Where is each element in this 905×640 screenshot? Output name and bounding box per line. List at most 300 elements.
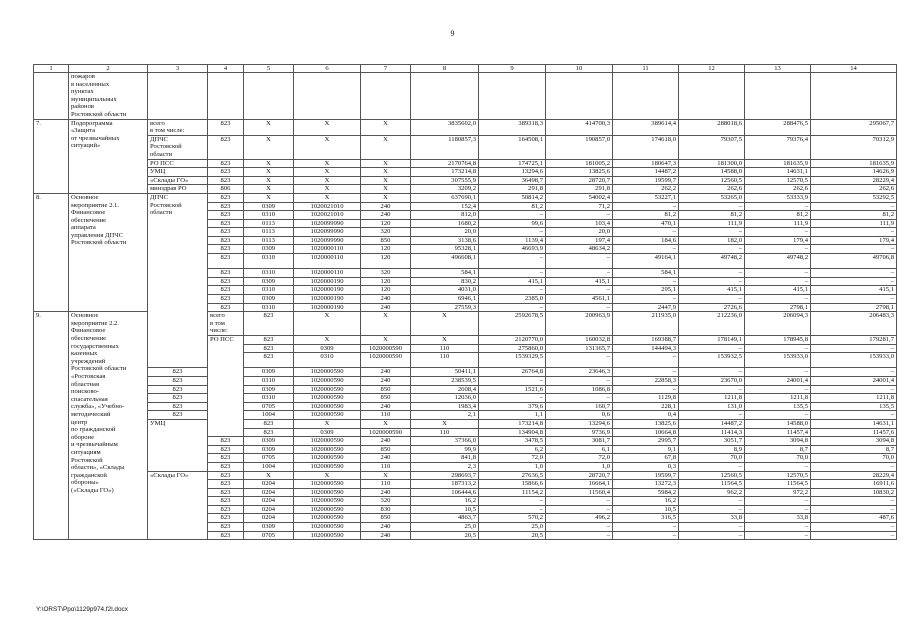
amount-cell: –	[811, 531, 897, 540]
amount-cell: 2798,1	[745, 303, 811, 312]
amount-cell: 20,5	[479, 531, 546, 540]
rzpr-cell: 0310	[244, 254, 294, 269]
amount-cell: 2170764,8	[411, 159, 479, 168]
amount-cell: –	[679, 462, 745, 471]
csr-cell: Х	[294, 471, 361, 480]
grbs-cell: 823	[208, 531, 244, 540]
amount-cell: 27636,5	[479, 471, 546, 480]
csr-cell: 1020000590	[294, 394, 361, 403]
amount-cell: 414700,3	[546, 119, 613, 135]
amount-cell: 24001,4	[745, 376, 811, 385]
empty-cell	[294, 73, 361, 120]
vr-cell: 240	[361, 376, 411, 385]
amount-cell: 415,1	[679, 286, 745, 295]
executor-cell: всего в том числе:	[208, 312, 244, 336]
header-cell: 7	[361, 65, 411, 73]
rzpr-cell: 0310	[244, 286, 294, 295]
rzpr-cell: Х	[244, 119, 294, 135]
grbs-cell: 823	[208, 488, 244, 497]
vr-cell: 240	[361, 488, 411, 497]
grbs-cell: 823	[244, 312, 294, 336]
header-cell: 8	[411, 65, 479, 73]
amount-cell: 49748,2	[745, 254, 811, 269]
amount-cell: –	[679, 505, 745, 514]
amount-cell: 379,6	[479, 402, 546, 411]
amount-cell: 10,5	[613, 505, 679, 514]
amount-cell: 144494,3	[613, 344, 679, 353]
amount-cell: 12570,5	[745, 471, 811, 480]
amount-cell: 15866,6	[479, 480, 546, 489]
amount-cell: 190857,0	[546, 135, 613, 159]
vr-cell: Х	[361, 135, 411, 159]
amount-cell: 10664,8	[613, 428, 679, 437]
amount-cell: 288018,6	[679, 119, 745, 135]
amount-cell: 23670,0	[679, 376, 745, 385]
rzpr-cell: 0309	[244, 368, 294, 377]
csr-cell: 1020000590	[361, 428, 411, 437]
csr-cell: 1020000590	[294, 488, 361, 497]
amount-cell: 16911,6	[811, 480, 897, 489]
vr-cell: 120	[361, 277, 411, 286]
amount-cell: –	[613, 368, 679, 377]
rzpr-cell: Х	[244, 135, 294, 159]
header-cell: 9	[479, 65, 546, 73]
vr-cell: 110	[411, 428, 479, 437]
amount-cell: 184,6	[613, 236, 679, 245]
amount-cell: 14487,2	[679, 419, 745, 428]
amount-cell: 174725,1	[479, 159, 546, 168]
csr-cell: 1020000590	[294, 505, 361, 514]
amount-cell: 131,0	[679, 402, 745, 411]
csr-cell: 1020000590	[294, 497, 361, 506]
amount-cell: 2726,6	[679, 303, 745, 312]
rzpr-cell: 0309	[244, 245, 294, 254]
header-cell: 12	[679, 65, 745, 73]
amount-cell: 1211,8	[811, 394, 897, 403]
vr-cell: 850	[361, 514, 411, 523]
grbs-cell: 823	[148, 411, 208, 420]
vr-cell: Х	[361, 185, 411, 194]
amount-cell: –	[811, 523, 897, 532]
amount-cell: 16664,1	[546, 480, 613, 489]
amount-cell: 584,1	[411, 269, 479, 278]
csr-cell: 1020000590	[294, 368, 361, 377]
amount-cell: –	[745, 505, 811, 514]
amount-cell: 470,1	[613, 219, 679, 228]
amount-cell: 72,0	[546, 454, 613, 463]
csr-cell: 1020000110	[294, 269, 361, 278]
executor-cell: всего в том числе:	[148, 119, 208, 135]
amount-cell: 48634,2	[546, 245, 613, 254]
vr-cell: 850	[361, 385, 411, 394]
vr-cell: 320	[361, 228, 411, 237]
amount-cell: 81,2	[613, 211, 679, 220]
amount-cell: 291,8	[479, 185, 546, 194]
amount-cell: –	[745, 368, 811, 377]
grbs-cell: 823	[208, 245, 244, 254]
grbs-cell: 823	[244, 344, 294, 353]
rzpr-cell: 0310	[294, 353, 361, 368]
amount-cell: –	[479, 254, 546, 269]
amount-cell: 79376,4	[745, 135, 811, 159]
rzpr-cell: Х	[294, 312, 361, 336]
amount-cell: –	[479, 269, 546, 278]
section-number: 9.	[34, 312, 69, 540]
amount-cell: 181635,9	[811, 159, 897, 168]
vr-cell: Х	[361, 193, 411, 202]
amount-cell: –	[745, 411, 811, 420]
amount-cell: –	[811, 295, 897, 304]
amount-cell: 24001,4	[811, 376, 897, 385]
rzpr-cell: Х	[294, 336, 361, 345]
rzpr-cell: 0705	[244, 531, 294, 540]
csr-cell: 1020000190	[294, 303, 361, 312]
amount-cell: 211935,0	[613, 312, 679, 336]
name-cell: пожаров в населенных пунктах муниципальных районов Ростовской области	[69, 73, 148, 120]
grbs-cell: 823	[208, 303, 244, 312]
grbs-cell: 823	[208, 445, 244, 454]
empty-cell	[361, 73, 411, 120]
rzpr-cell: Х	[244, 471, 294, 480]
vr-cell: 830	[361, 505, 411, 514]
amount-cell: –	[811, 344, 897, 353]
csr-cell: 1020021010	[294, 211, 361, 220]
amount-cell: 262,6	[679, 185, 745, 194]
amount-cell: 3835602,0	[411, 119, 479, 135]
amount-cell: 10,5	[411, 505, 479, 514]
table-row	[34, 402, 897, 411]
amount-cell: 6,2	[479, 445, 546, 454]
amount-cell: 972,2	[745, 488, 811, 497]
amount-cell: 178945,8	[745, 336, 811, 345]
amount-cell: 1680,2	[411, 219, 479, 228]
empty-cell	[411, 73, 479, 120]
amount-cell: –	[679, 497, 745, 506]
rzpr-cell: 0705	[244, 402, 294, 411]
grbs-cell: 823	[208, 514, 244, 523]
csr-cell: 1020000590	[294, 480, 361, 489]
amount-cell: 16,2	[411, 497, 479, 506]
executor-cell: РО ПСС	[208, 336, 244, 437]
amount-cell: 8,9	[679, 445, 745, 454]
amount-cell: 13825,6	[546, 168, 613, 177]
csr-cell: Х	[361, 419, 411, 428]
amount-cell: –	[546, 497, 613, 506]
vr-cell: 110	[411, 344, 479, 353]
grbs-cell: 823	[208, 236, 244, 245]
executor-cell: УМЦ	[148, 168, 208, 177]
csr-cell: 1020000590	[294, 462, 361, 471]
csr-cell: Х	[294, 168, 361, 177]
grbs-cell: 823	[208, 202, 244, 211]
table-row	[34, 135, 897, 159]
amount-cell: 181300,0	[679, 159, 745, 168]
amount-cell: 262,2	[613, 185, 679, 194]
amount-cell: –	[479, 394, 546, 403]
vr-cell: 240	[361, 454, 411, 463]
amount-cell: 3051,7	[679, 437, 745, 446]
amount-cell: 103,4	[546, 219, 613, 228]
amount-cell: –	[811, 497, 897, 506]
table-row	[34, 385, 897, 394]
amount-cell: 11457,4	[745, 428, 811, 437]
amount-cell: –	[679, 523, 745, 532]
amount-cell: 50814,2	[479, 193, 546, 202]
amount-cell: –	[811, 228, 897, 237]
amount-cell: 53227,1	[613, 193, 679, 202]
grbs-cell: 823	[148, 402, 208, 411]
amount-cell: 288476,5	[745, 119, 811, 135]
vr-cell: 240	[361, 531, 411, 540]
amount-cell: –	[546, 505, 613, 514]
amount-cell: –	[745, 277, 811, 286]
amount-cell: 570,2	[479, 514, 546, 523]
amount-cell: 13294,6	[546, 419, 613, 428]
amount-cell: 12560,5	[679, 176, 745, 185]
csr-cell: Х	[294, 159, 361, 168]
amount-cell: 9,1	[613, 445, 679, 454]
amount-cell: 20,5	[411, 531, 479, 540]
empty-cell	[208, 73, 244, 120]
table-row	[34, 119, 897, 135]
amount-cell: 11564,5	[745, 480, 811, 489]
amount-cell: –	[679, 368, 745, 377]
rzpr-cell: Х	[244, 176, 294, 185]
amount-cell: 181635,9	[745, 159, 811, 168]
rzpr-cell: 0310	[244, 394, 294, 403]
vr-cell: 240	[361, 303, 411, 312]
table-body	[34, 65, 897, 540]
amount-cell: 14588,0	[679, 168, 745, 177]
amount-cell: 14588,0	[745, 419, 811, 428]
amount-cell: –	[546, 269, 613, 278]
amount-cell: –	[811, 269, 897, 278]
amount-cell: 20,0	[546, 228, 613, 237]
amount-cell: 20,0	[411, 228, 479, 237]
vr-cell: 240	[361, 202, 411, 211]
amount-cell: –	[546, 286, 613, 295]
amount-cell: 1,0	[546, 462, 613, 471]
rzpr-cell: Х	[244, 185, 294, 194]
table-row	[34, 411, 897, 420]
vr-cell: Х	[411, 336, 479, 345]
amount-cell: 2,3	[411, 462, 479, 471]
amount-cell: –	[811, 368, 897, 377]
amount-cell: 2798,1	[811, 303, 897, 312]
vr-cell: 120	[361, 286, 411, 295]
amount-cell: 1139,4	[479, 236, 546, 245]
table-row	[34, 185, 897, 194]
section-name: Основное мероприятие 2.2. Финансовое обеспечение государственных казенных учреждений Ростовской области «Ростовская областная поисково- спасательная служба», «Учебно- методический центр по гражданской обороне и чрезвычайным ситуациям Ростовской области», «Склады гражданской обороны» («Склады ГО»)	[69, 312, 148, 540]
amount-cell: 14631,1	[745, 168, 811, 177]
amount-cell: 179,4	[811, 236, 897, 245]
amount-cell: –	[479, 211, 546, 220]
amount-cell: –	[679, 245, 745, 254]
amount-cell: 111,9	[811, 219, 897, 228]
rzpr-cell: 0309	[244, 295, 294, 304]
grbs-cell: 823	[208, 176, 244, 185]
amount-cell: 212236,0	[679, 312, 745, 336]
vr-cell: 240	[361, 368, 411, 377]
amount-cell: 962,2	[679, 488, 745, 497]
rzpr-cell: 0113	[244, 219, 294, 228]
vr-cell: Х	[361, 471, 411, 480]
amount-cell: 49748,2	[679, 254, 745, 269]
amount-cell: 1983,4	[411, 402, 479, 411]
amount-cell: –	[679, 228, 745, 237]
amount-cell: 2,1	[411, 411, 479, 420]
header-cell: 2	[69, 65, 148, 73]
grbs-cell: 823	[208, 254, 244, 269]
amount-cell: 415,1	[479, 277, 546, 286]
csr-cell: 1020000590	[294, 514, 361, 523]
header-cell: 14	[811, 65, 897, 73]
amount-cell: 70312,9	[811, 135, 897, 159]
vr-cell: 850	[361, 394, 411, 403]
header-cell: 4	[208, 65, 244, 73]
table-row	[34, 168, 897, 177]
amount-cell: 3478,5	[479, 437, 546, 446]
rzpr-cell: 0310	[244, 269, 294, 278]
csr-cell: 1020000590	[294, 531, 361, 540]
grbs-cell: 823	[148, 394, 208, 403]
amount-cell: 27559,3	[411, 303, 479, 312]
amount-cell: 99,9	[411, 445, 479, 454]
amount-cell: 1086,8	[546, 385, 613, 394]
executor-cell: ДПЧС Ростовской области	[148, 135, 208, 159]
amount-cell: 13294,6	[479, 168, 546, 177]
grbs-cell: 823	[148, 385, 208, 394]
amount-cell: –	[745, 497, 811, 506]
vr-cell: 110	[361, 462, 411, 471]
amount-cell: 14487,2	[613, 168, 679, 177]
amount-cell: 28229,4	[811, 471, 897, 480]
page-number: 9	[450, 29, 455, 38]
amount-cell: 6946,1	[411, 295, 479, 304]
amount-cell: –	[811, 202, 897, 211]
amount-cell: –	[745, 385, 811, 394]
grbs-cell: 823	[244, 353, 294, 368]
amount-cell: –	[745, 531, 811, 540]
grbs-cell: 806	[208, 185, 244, 194]
amount-cell: 0,3	[613, 462, 679, 471]
amount-cell: 812,0	[411, 211, 479, 220]
header-cell: 10	[546, 65, 613, 73]
amount-cell: –	[613, 531, 679, 540]
amount-cell: 153932,5	[679, 353, 745, 368]
amount-cell: 53292,5	[811, 193, 897, 202]
grbs-cell: 823	[208, 505, 244, 514]
table-row	[34, 73, 897, 120]
amount-cell: 295067,7	[811, 119, 897, 135]
grbs-cell: 823	[148, 376, 208, 385]
amount-cell: 111,9	[679, 219, 745, 228]
amount-cell: 10830,2	[811, 488, 897, 497]
rzpr-cell: 0309	[294, 344, 361, 353]
amount-cell: 2385,0	[479, 295, 546, 304]
grbs-cell: 823	[208, 211, 244, 220]
amount-cell: 160032,8	[546, 336, 613, 345]
rzpr-cell: Х	[294, 419, 361, 428]
amount-cell: 206094,3	[745, 312, 811, 336]
vr-cell: 240	[361, 295, 411, 304]
amount-cell: 187313,2	[411, 480, 479, 489]
amount-cell: 33,8	[679, 514, 745, 523]
csr-cell: 1020000590	[294, 402, 361, 411]
amount-cell: 1211,8	[745, 394, 811, 403]
table-row	[34, 471, 897, 480]
grbs-cell: 823	[208, 286, 244, 295]
amount-cell: 4863,7	[411, 514, 479, 523]
rzpr-cell: 0309	[244, 523, 294, 532]
amount-cell: –	[745, 523, 811, 532]
amount-cell: 49706,8	[811, 254, 897, 269]
amount-cell: –	[745, 228, 811, 237]
amount-cell: 3094,8	[745, 437, 811, 446]
amount-cell: 173214,8	[411, 168, 479, 177]
section-number: 7.	[34, 119, 69, 193]
amount-cell: 262,6	[811, 185, 897, 194]
empty-cell	[613, 73, 679, 120]
amount-cell: –	[811, 245, 897, 254]
amount-cell: 12036,0	[411, 394, 479, 403]
amount-cell: 4561,1	[546, 295, 613, 304]
amount-cell: 50411,1	[411, 368, 479, 377]
grbs-cell: 823	[208, 437, 244, 446]
num-cell	[34, 73, 69, 120]
amount-cell: –	[479, 497, 546, 506]
rzpr-cell: 1004	[244, 462, 294, 471]
amount-cell: 81,2	[479, 202, 546, 211]
amount-cell: 1211,8	[679, 394, 745, 403]
amount-cell: 53265,0	[679, 193, 745, 202]
grbs-cell: 823	[208, 277, 244, 286]
amount-cell: –	[613, 295, 679, 304]
rzpr-cell: 0204	[244, 480, 294, 489]
amount-cell: –	[745, 245, 811, 254]
amount-cell: 164508,1	[479, 135, 546, 159]
csr-cell: Х	[361, 336, 411, 345]
executor-cell: УМЦ	[148, 419, 208, 471]
header-cell: 13	[745, 65, 811, 73]
amount-cell: 2120770,0	[479, 336, 546, 345]
amount-cell: 81,2	[811, 211, 897, 220]
amount-cell: 153933,0	[745, 353, 811, 368]
rzpr-cell: 0309	[294, 428, 361, 437]
amount-cell: 153933,0	[811, 353, 897, 368]
amount-cell: 2608,4	[411, 385, 479, 394]
rzpr-cell: 0309	[244, 277, 294, 286]
vr-cell: Х	[411, 419, 479, 428]
amount-cell: 3094,8	[811, 437, 897, 446]
amount-cell: 295,1	[613, 286, 679, 295]
grbs-cell: 823	[208, 228, 244, 237]
amount-cell: 81,2	[745, 211, 811, 220]
header-cell: 6	[294, 65, 361, 73]
budget-table	[33, 64, 897, 540]
rzpr-cell: 0310	[244, 303, 294, 312]
amount-cell: –	[479, 376, 546, 385]
amount-cell: 1521,6	[479, 385, 546, 394]
csr-cell: 1020000190	[294, 295, 361, 304]
csr-cell: Х	[294, 176, 361, 185]
amount-cell: 49164,1	[613, 254, 679, 269]
amount-cell: 25,0	[479, 523, 546, 532]
amount-cell: 584,1	[613, 269, 679, 278]
csr-cell: Х	[294, 185, 361, 194]
grbs-cell: 823	[208, 168, 244, 177]
amount-cell: –	[546, 531, 613, 540]
